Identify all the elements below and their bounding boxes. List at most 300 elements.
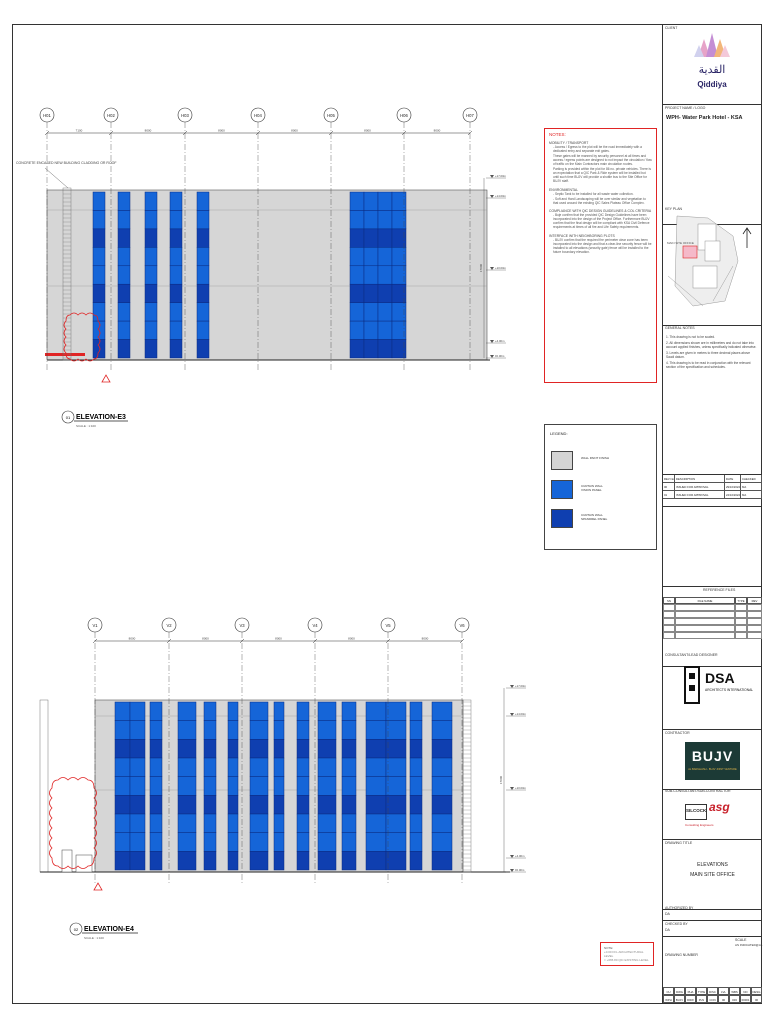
- e4-vision-panel: [204, 702, 216, 721]
- e3-grid-label: H03: [181, 113, 189, 118]
- legend-swatch-spandrel: [551, 509, 573, 528]
- notes-section-heading: ENVIRONMENTAL: [549, 187, 578, 192]
- revision-header: DATE: [725, 475, 741, 483]
- number-header: TYPE: [696, 987, 707, 995]
- reference-row-cell: [747, 604, 762, 611]
- e4-vision-panel: [386, 814, 406, 833]
- revision-cell: ISSUED FOR APPROVAL: [675, 491, 725, 499]
- e4-spandrel-panel: [178, 795, 196, 814]
- e3-spandrel-panel: [364, 340, 378, 358]
- north-arrow-icon: [743, 228, 751, 248]
- e3-spandrel-panel: [170, 229, 182, 247]
- revision-cell: 24/10/2022: [726, 493, 740, 497]
- e3-vision-panel: [364, 303, 378, 321]
- e4-spandrel-panel: [228, 739, 238, 758]
- e4-vision-panel: [130, 833, 145, 852]
- reference-row-cell: [663, 625, 675, 632]
- e3-title-number: 01: [65, 415, 71, 420]
- e4-vision-panel: [150, 702, 162, 721]
- e4-grid-label: V2: [166, 623, 172, 628]
- e4-spandrel-panel: [228, 851, 238, 870]
- e4-vision-panel: [178, 702, 196, 721]
- e4-vision-panel: [342, 721, 356, 740]
- e4-spandrel-panel: [297, 851, 309, 870]
- e4-vision-panel: [318, 758, 336, 777]
- revision-cell: 29/10/2022: [726, 485, 740, 489]
- e3-spandrel-panel: [145, 340, 157, 358]
- number-value: 00: [718, 995, 729, 1003]
- e4-vision-panel: [150, 777, 162, 796]
- reference-row-cell: [747, 625, 762, 632]
- silcock-logo: SILCOCK: [685, 804, 707, 820]
- revision-header: REV No: [664, 477, 675, 481]
- e3-spandrel-panel: [93, 340, 105, 358]
- e3-vision-panel: [145, 321, 157, 339]
- e4-vision-panel: [274, 721, 284, 740]
- e3-spandrel-panel: [118, 229, 130, 247]
- notes-item: - Septic Tank to be installed for all waste water collection.: [553, 191, 634, 196]
- e3-spandrel-panel: [145, 229, 157, 247]
- e3-spandrel-panel: [118, 340, 130, 358]
- reference-header: REV: [747, 597, 762, 604]
- notes-item: These gates will be manned by security personnel at all times and access / egress points are designed to not impact the circulation / flow of traffic on the Main Contractors main circulation routes.: [553, 154, 652, 166]
- revision-cell: 01: [663, 491, 675, 499]
- e4-vision-panel: [432, 721, 452, 740]
- contractor-cell: CONTRACTOR BUJV AL BARGHASH - BUJV JOINT VENTURE: [663, 730, 762, 790]
- e3-vision-panel: [364, 210, 378, 228]
- bujv-name: BUJV: [691, 748, 734, 764]
- e4-vision-panel: [297, 702, 309, 721]
- e3-vision-panel: [170, 321, 182, 339]
- e3-vision-panel: [378, 266, 392, 284]
- e3-vision-panel: [118, 303, 130, 321]
- e3-dimension: 7100: [75, 128, 83, 133]
- e3-vision-panel: [93, 303, 105, 321]
- e4-spandrel-panel: [228, 795, 238, 814]
- e4-spandrel-panel: [342, 795, 356, 814]
- general-note: 1. This drawing is not to be scaled.: [666, 335, 716, 339]
- e3-vision-panel: [350, 303, 364, 321]
- e3-vision-panel: [350, 247, 364, 265]
- e4-vision-panel: [366, 814, 386, 833]
- e3-spandrel-panel: [197, 284, 209, 302]
- e3-revision-triangle: [102, 375, 110, 382]
- e4-vision-panel: [250, 814, 268, 833]
- e4-vision-panel: [386, 702, 406, 721]
- revision-header: DESCRIPTION: [675, 475, 725, 483]
- number-value: WPH: [663, 995, 674, 1003]
- number-value: DRW: [685, 995, 696, 1003]
- e4-vision-panel: [150, 721, 162, 740]
- e3-vision-panel: [378, 321, 392, 339]
- e4-spandrel-panel: [386, 795, 406, 814]
- e3-vision-panel: [170, 303, 182, 321]
- number-header: LVL: [718, 987, 729, 995]
- e3-vision-panel: [364, 192, 378, 210]
- e3-vision-panel: [378, 303, 392, 321]
- e4-spandrel-panel: [366, 851, 386, 870]
- reference-row-cell: [747, 611, 762, 618]
- e3-vision-panel: [93, 210, 105, 228]
- e3-vision-panel: [364, 266, 378, 284]
- title-block: [662, 25, 761, 1003]
- e3-level-tag: +4.00m: [495, 338, 505, 343]
- number-header: CU: [663, 987, 674, 995]
- e3-vision-panel: [93, 247, 105, 265]
- reference-row-cell: [735, 604, 747, 611]
- e4-spandrel-panel: [178, 739, 196, 758]
- e3-vision-panel: [93, 266, 105, 284]
- e4-vision-panel: [178, 833, 196, 852]
- e4-vision-panel: [366, 777, 386, 796]
- e4-vision-panel: [432, 702, 452, 721]
- revision-cell: MA: [741, 491, 762, 499]
- e3-vision-panel: [364, 247, 378, 265]
- e4-vision-panel: [274, 702, 284, 721]
- notes-panel: [544, 128, 657, 383]
- e4-level-tag: ±0.00m: [515, 867, 525, 872]
- e4-spandrel-panel: [432, 739, 452, 758]
- reference-row-cell: [675, 604, 735, 611]
- e4-vision-panel: [130, 721, 145, 740]
- e4-vision-panel: [297, 721, 309, 740]
- e4-level-tag: +4.00m: [515, 853, 525, 858]
- e4-title-number: 02: [73, 927, 79, 932]
- e4-vision-panel: [342, 814, 356, 833]
- legend-label-spandrel: CURTAIN WALL SPANDREL PANEL: [581, 513, 608, 521]
- notes-item: Parking is provided within the plot for 86 no. private vehicles. There is an expectation that a QIC Park & Ride system will be installed but until such time BUJV will provide a shuttle bus to the Site Office for BUJV staff.: [553, 166, 651, 183]
- revision-table: [663, 475, 762, 507]
- e4-grid-label: V4: [312, 623, 318, 628]
- e4-vision-panel: [178, 777, 196, 796]
- e4-spandrel-panel: [204, 851, 216, 870]
- number-header: PHA: [685, 987, 696, 995]
- e4-vision-panel: [178, 721, 196, 740]
- e4-vision-panel: [228, 702, 238, 721]
- e4-spandrel-panel: [204, 795, 216, 814]
- e4-vision-panel: [250, 721, 268, 740]
- e3-side-note: CONCRETE ENCASED NEW BUILDING CLADDING OR ROOF: [16, 161, 117, 165]
- e3-vision-panel: [145, 266, 157, 284]
- revision-blank: [663, 507, 762, 587]
- number-value: 00: [751, 995, 762, 1003]
- e4-vision-panel: [366, 833, 386, 852]
- e4-vision-panel: [204, 721, 216, 740]
- e3-spandrel-panel: [93, 229, 105, 247]
- e3-vision-panel: [350, 321, 364, 339]
- e3-dimension: 8000: [364, 128, 371, 133]
- e4-spandrel-panel: [432, 851, 452, 870]
- qiddiya-arabic: القدية: [698, 64, 726, 76]
- project-name: WPH- Water Park Hotel - KSA: [666, 115, 743, 121]
- reference-row-cell: [663, 604, 675, 611]
- e4-vision-panel: [228, 758, 238, 777]
- reference-row-cell: [735, 618, 747, 625]
- e3-level-tag: +10.00m: [495, 265, 506, 270]
- e3-vision-panel: [145, 247, 157, 265]
- e4-level-tag: +17.00m: [515, 683, 526, 688]
- e4-vision-panel: [297, 833, 309, 852]
- general-note: 2. All dimensions shown are in millimeters and do not take into account applied finishes, unless specifically indicated otherwise.: [666, 340, 757, 349]
- e4-vision-panel: [432, 758, 452, 777]
- e4-spandrel-panel: [115, 851, 130, 870]
- e3-spandrel-panel: [93, 284, 105, 302]
- e4-spandrel-panel: [130, 739, 145, 758]
- reference-row-cell: [675, 632, 735, 639]
- e4-overall-dimension: 17000: [499, 775, 503, 785]
- legend-label-vision: CURTAIN WALL VISION PANEL: [581, 484, 603, 492]
- e4-dimension: 8000: [421, 636, 429, 641]
- e3-grid-label: H06: [400, 113, 408, 118]
- reference-row-cell: [675, 625, 735, 632]
- e4-vision-panel: [432, 777, 452, 796]
- key-plan-cell: KEY PLAN MAIN SITE OFFICE: [663, 206, 762, 326]
- e4-vision-panel: [318, 721, 336, 740]
- e4-vision-panel: [410, 833, 422, 852]
- e4-spandrel-panel: [130, 851, 145, 870]
- drawing-title-1: ELEVATIONS: [697, 862, 728, 868]
- e4-spandrel-panel: [150, 795, 162, 814]
- e4-vision-panel: [150, 758, 162, 777]
- e4-dimension: 8000: [348, 636, 355, 641]
- e3-vision-panel: [118, 210, 130, 228]
- project-cell: PROJECT NAME / LOGO WPH- Water Park Hotel - KSA: [663, 105, 762, 225]
- e4-grid-label: V3: [239, 623, 245, 628]
- e3-vision-panel: [378, 210, 392, 228]
- revision-cell: MA: [741, 483, 762, 491]
- reference-header: FILE NAME: [675, 597, 735, 604]
- consultant-cell: CONSULTANT/LEAD DESIGNER DSA ARCHITECTS INTERNATIONAL: [663, 652, 762, 730]
- drawing-number-cell: DRAWING NUMBER SCALE AS INDICATED@A1 CU DWG PHA TYPE DISC LVL WBS NO DESG WPH BUJV DRW PLN CON 00 003 00001 00: [665, 938, 763, 1002]
- e4-spandrel-panel: [130, 795, 145, 814]
- e3-vision-panel: [118, 192, 130, 210]
- e4-vision-panel: [410, 721, 422, 740]
- number-header: DWG: [674, 987, 685, 995]
- e4-vision-panel: [366, 758, 386, 777]
- bujv-sub: AL BARGHASH - BUJV JOINT VENTURE: [688, 768, 737, 771]
- drawing-title-cell: DRAWING TITLE ELEVATIONS MAIN SITE OFFICE: [663, 840, 762, 910]
- e4-grid-label: V6: [459, 623, 465, 628]
- subconsultant-cell: SUB-CONSULTANT/SUB-CONTRACTOR SILCOCK asg Consulting Engineers: [663, 788, 762, 840]
- e4-grid-label: V1: [92, 623, 98, 628]
- reference-row-cell: [675, 618, 735, 625]
- e4-vision-panel: [130, 702, 145, 721]
- e3-vision-panel: [350, 192, 364, 210]
- e3-dimension: 8000: [291, 128, 298, 133]
- e4-vision-panel: [342, 777, 356, 796]
- e3-vision-panel: [378, 247, 392, 265]
- elevation-e4: [40, 618, 527, 940]
- e4-vision-panel: [386, 833, 406, 852]
- e4-vision-panel: [318, 814, 336, 833]
- e4-vision-panel: [410, 758, 422, 777]
- e3-vision-panel: [170, 247, 182, 265]
- e3-spandrel-panel: [170, 340, 182, 358]
- e3-vision-panel: [350, 266, 364, 284]
- e4-level-tag: +10.00m: [515, 785, 526, 790]
- level-note-box: NOTE: +0.00 FFL ARCHITECTURAL LEVEL = +665.80 QIC EXISTING LEVEL: [600, 942, 654, 966]
- e4-dimension: 8000: [128, 636, 136, 641]
- e3-grid-label: H07: [466, 113, 474, 118]
- e4-vision-panel: [274, 758, 284, 777]
- e4-vision-panel: [130, 814, 145, 833]
- e3-level-tag: ±0.00m: [495, 353, 505, 358]
- e3-spandrel-panel: [378, 284, 392, 302]
- notes-item: - BUJV confirm that the required fire perimeter clear zone has been incorporated into the design and that a clear-line security fence will be installed to all elevations (security gate) fence will be installed to the future boundary elevation.: [553, 238, 652, 254]
- notes-section-heading: MOBILITY / TRANSPORT: [549, 141, 589, 145]
- e4-vision-panel: [115, 777, 130, 796]
- e4-vision-panel: [297, 814, 309, 833]
- notes-item: - Buje confirm that the provided QIC Design Guidelines have been incorporated into the design of the Project Office. Furthermore BUJV confirm that the final design will be compliant with KSA Civil Defence requirements at times of all fire and Life Safety requirements.: [553, 213, 650, 230]
- e4-spandrel-panel: [297, 739, 309, 758]
- e4-vision-panel: [318, 777, 336, 796]
- notes-section-heading: INTERFACE WITH NEIGHBORING PLOTS: [549, 234, 615, 239]
- reference-row-cell: [675, 611, 735, 618]
- dsa-sub: ARCHITECTS INTERNATIONAL: [705, 688, 754, 692]
- e4-vision-panel: [342, 758, 356, 777]
- e4-vision-panel: [318, 702, 336, 721]
- e4-spandrel-panel: [432, 795, 452, 814]
- e4-spandrel-panel: [342, 851, 356, 870]
- reference-row-cell: [663, 632, 675, 639]
- e3-vision-panel: [364, 321, 378, 339]
- e4-spandrel-panel: [150, 739, 162, 758]
- e4-spandrel-panel: [410, 851, 422, 870]
- number-value: 00001: [740, 995, 751, 1003]
- e3-spandrel-panel: [197, 340, 209, 358]
- e4-title: ELEVATION-E4: [84, 926, 134, 933]
- e4-spandrel-panel: [115, 739, 130, 758]
- e3-level-tag: +17.00m: [495, 173, 506, 178]
- e4-vision-panel: [250, 777, 268, 796]
- e4-vision-panel: [150, 833, 162, 852]
- e4-vision-panel: [204, 833, 216, 852]
- checked-cell: CHECKED BY DA: [663, 921, 762, 937]
- revision-cell: 00: [663, 483, 675, 491]
- reference-row-cell: [663, 611, 675, 618]
- e4-spandrel-panel: [366, 795, 386, 814]
- notes-title: NOTES:: [549, 132, 566, 137]
- e4-vision-panel: [410, 814, 422, 833]
- e4-revision-triangle: [94, 883, 102, 890]
- e4-vision-panel: [297, 758, 309, 777]
- reference-row-cell: [747, 618, 762, 625]
- e4-vision-panel: [204, 814, 216, 833]
- e3-spandrel-panel: [170, 284, 182, 302]
- e3-grid-label: H02: [107, 113, 115, 118]
- e4-vision-panel: [250, 833, 268, 852]
- dsa-name: DSA: [705, 670, 735, 686]
- legend-title: LEGEND:: [550, 431, 568, 436]
- e4-grid-label: V5: [385, 623, 391, 628]
- reference-row-cell: [735, 611, 747, 618]
- e4-spandrel-panel: [274, 795, 284, 814]
- e3-vision-panel: [145, 303, 157, 321]
- e4-vision-panel: [366, 721, 386, 740]
- e4-vision-panel: [228, 721, 238, 740]
- e4-vision-panel: [386, 777, 406, 796]
- e4-spandrel-panel: [366, 739, 386, 758]
- e4-spandrel-panel: [250, 739, 268, 758]
- e3-spandrel-panel: [350, 284, 364, 302]
- e4-vision-panel: [204, 758, 216, 777]
- e3-dimension: 8000: [144, 128, 152, 133]
- e4-vision-panel: [130, 777, 145, 796]
- drawing-title-2: MAIN SITE OFFICE: [690, 872, 735, 878]
- client-cell: CLIENT القدية Qiddiya: [663, 25, 762, 105]
- notes-item: - Access / Egress to the plot will be the road immediately with a dedicated entry and separate exit gates.: [553, 145, 642, 153]
- e3-spandrel-panel: [378, 340, 392, 358]
- reference-row-cell: [735, 632, 747, 639]
- e4-vision-panel: [342, 833, 356, 852]
- e4-vision-panel: [250, 758, 268, 777]
- e4-vision-panel: [432, 833, 452, 852]
- notes-item: - Soft and Hard Landscaping will be over similar and vegetation to that used around the existing QIC Sales Plateau Office Complex.: [553, 196, 646, 205]
- general-notes-cell: GENERAL NOTES 1. This drawing is not to be scaled. 2. All dimensions shown are in millimeters and do not take into account applied finishes, unless specifically indicated otherwise. 3. Levels are given in meters to three decimal places above Saudi datum. 4. This drawing is to be read in conjunction with the relevant section of the specification and schedules.: [663, 325, 762, 475]
- asg-logo: asg: [709, 800, 730, 814]
- e4-vision-panel: [130, 758, 145, 777]
- e4-vision-panel: [204, 777, 216, 796]
- number-header: NO: [740, 987, 751, 995]
- e4-vision-panel: [274, 814, 284, 833]
- authorized-cell: AUTHORIZED BY DA: [663, 905, 762, 921]
- e3-spandrel-panel: [145, 284, 157, 302]
- e3-vision-panel: [145, 192, 157, 210]
- e4-spandrel-panel: [410, 739, 422, 758]
- e3-spandrel-panel: [364, 229, 378, 247]
- e4-vision-panel: [410, 777, 422, 796]
- e3-dimension: 8000: [218, 128, 225, 133]
- e3-vision-panel: [197, 303, 209, 321]
- e4-dimension: 8000: [275, 636, 282, 641]
- e3-spandrel-panel: [197, 229, 209, 247]
- e4-spandrel-panel: [274, 739, 284, 758]
- e4-vision-panel: [366, 702, 386, 721]
- e4-vision-panel: [386, 721, 406, 740]
- e4-vision-panel: [250, 702, 268, 721]
- reference-header: SN: [663, 597, 675, 604]
- e4-stair-column: [463, 700, 471, 872]
- e3-spandrel-panel: [350, 229, 364, 247]
- e3-vision-panel: [145, 210, 157, 228]
- e4-vision-panel: [342, 702, 356, 721]
- e3-vision-panel: [170, 192, 182, 210]
- e4-dimension: 8000: [202, 636, 209, 641]
- e4-vision-panel: [386, 758, 406, 777]
- number-value: BUJV: [674, 995, 685, 1003]
- e4-vision-panel: [115, 833, 130, 852]
- e3-spandrel-panel: [364, 284, 378, 302]
- e4-level-tag: +14.00m: [515, 711, 526, 716]
- e4-spandrel-panel: [386, 739, 406, 758]
- e4-vision-panel: [228, 777, 238, 796]
- e4-spandrel-panel: [297, 795, 309, 814]
- legend-panel: [544, 424, 657, 550]
- e4-vision-panel: [178, 814, 196, 833]
- e4-spandrel-panel: [250, 851, 268, 870]
- e3-grid-label: H05: [327, 113, 335, 118]
- e3-vision-panel: [170, 266, 182, 284]
- elevation-e3: [16, 108, 507, 428]
- number-header: WBS: [729, 987, 740, 995]
- e3-vision-panel: [118, 247, 130, 265]
- e3-spandrel-panel: [350, 340, 364, 358]
- bujv-logo: [685, 742, 740, 780]
- e4-spandrel-panel: [318, 851, 336, 870]
- qiddiya-logo: [663, 25, 762, 105]
- e3-vision-panel: [197, 192, 209, 210]
- general-note: 3. Levels are given in meters to three decimal places above Saudi datum.: [666, 350, 750, 359]
